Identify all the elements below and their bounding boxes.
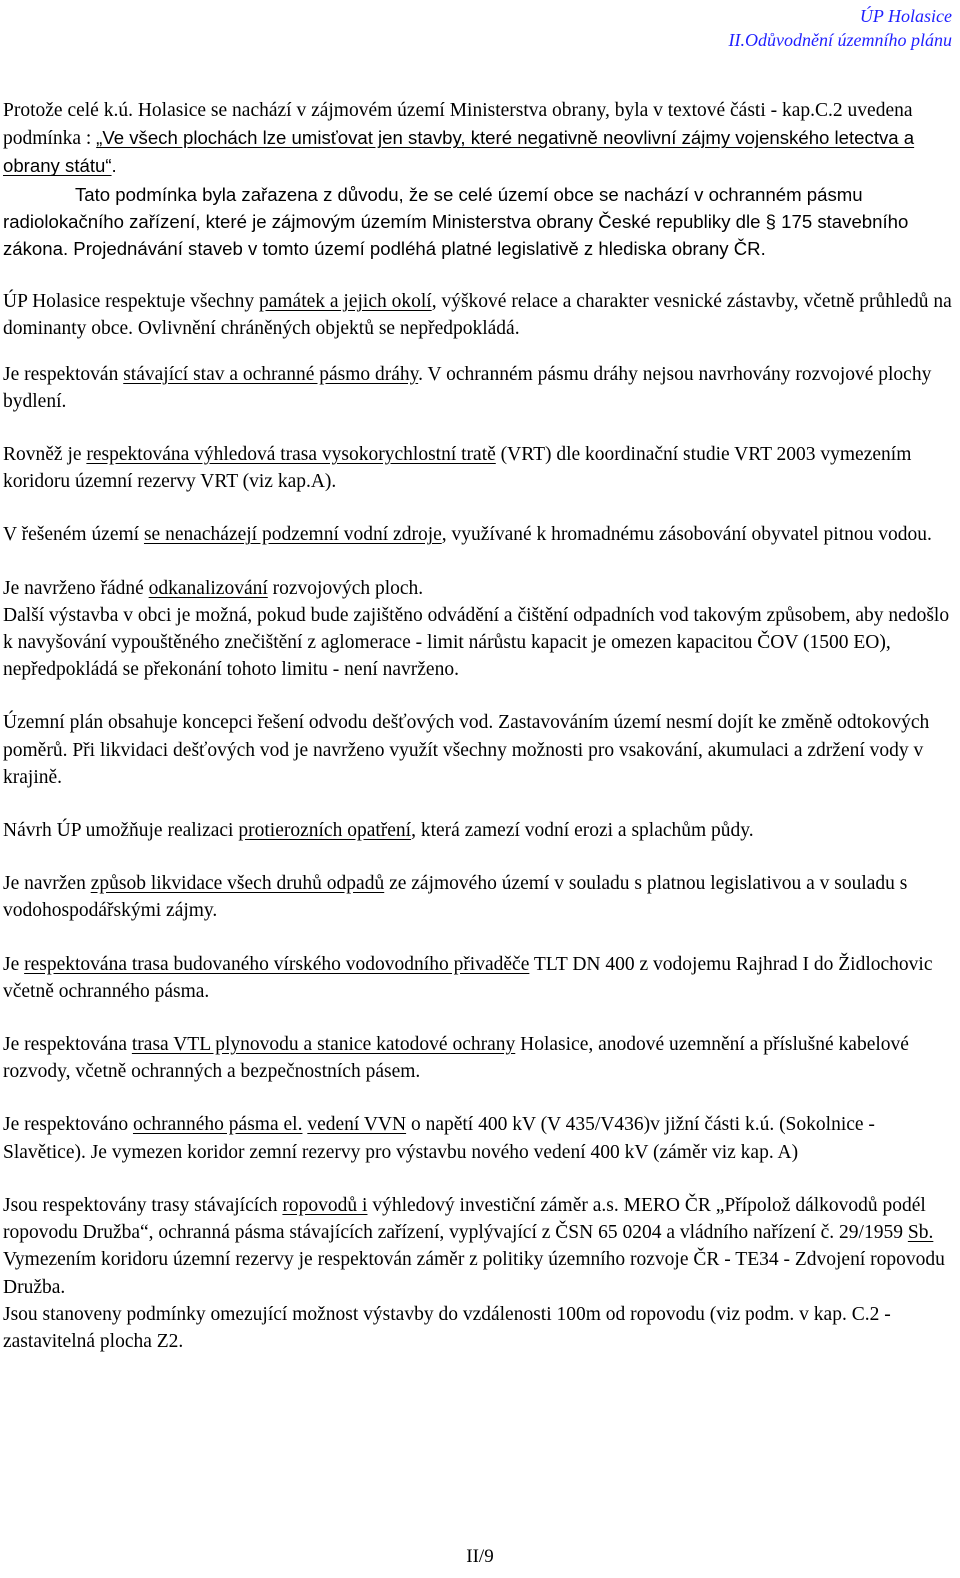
- underlined-term: Sb.: [907, 1222, 934, 1244]
- paragraph-military-zone: [3, 97, 955, 181]
- text-segment: (VRT) dle koordinační studie VRT 2003 vymezením koridoru územní rezervy VRT (viz kap.A).: [3, 444, 912, 493]
- header-title: ÚP Holasice: [859, 6, 952, 26]
- paragraph-radar-zone: [3, 181, 955, 263]
- paragraph-oil-pipeline-conditions: Jsou stanoveny podmínky omezující možnost výstavby do vzdálenosti 100m od ropovodu (viz podm. v kap. C.2 - zastavitelná plocha Z2.: [3, 1303, 891, 1352]
- military-condition-quote: „Ve všech plochách lze umisťovat jen stavby, které negativně neovlivní zájmy vojenského letectva a obrany státu“: [3, 127, 915, 177]
- document-body: [3, 97, 955, 1355]
- text-segment: TLT DN 400 z vodojemu Rajhrad I do Židlochovic včetně ochranného pásma.: [3, 953, 933, 1002]
- text-segment: Je: [3, 953, 25, 975]
- paragraph-oil-pipeline: [3, 1192, 955, 1301]
- text-segment: Je navrženo řádné: [3, 577, 149, 599]
- page-header: [729, 4, 952, 52]
- text-segment: Je navržen: [3, 873, 91, 895]
- paragraph-monuments: [3, 288, 955, 342]
- text-segment: ÚP Holasice respektuje všechny: [3, 291, 259, 313]
- paragraph-rainwater: Územní plán obsahuje koncepci řešení odvodu dešťových vod. Zastavováním území nesmí dojít ke změně odtokových poměrů. Při likvidaci dešťových vod je navrženo využít všechny možnosti pro vsakování, akumulaci a zdržení vody v krajině.: [3, 712, 930, 788]
- text-segment: Rovněž je: [3, 444, 87, 466]
- text-segment: Je respektována: [3, 1034, 132, 1056]
- text-segment: ze zájmového území v souladu s platnou legislativou a v souladu s vodohospodářskými zájmy.: [3, 873, 908, 922]
- text-segment: , výškové relace a charakter vesnické zástavby, včetně průhledů na dominanty obce. Ovlivnění chráněných objektů se nepředpokládá.: [3, 291, 952, 340]
- text-segment: Holasice, anodové uzemnění a příslušné kabelové rozvody, včetně ochranných a bezpečnostních pásem.: [3, 1034, 909, 1083]
- text-segment: o napětí 400 kV (V 435/V436)v jižní části k.ú. (Sokolnice - Slavětice). Je vymezen koridor zemní rezervy pro výstavbu nového vedení 400 kV (záměr viz kap. A): [3, 1114, 875, 1163]
- text-segment: , využívané k hromadnému zásobování obyvatel pitnou vodou.: [441, 524, 932, 546]
- underlined-term: památek a jejich okolí: [258, 291, 432, 313]
- text-segment: Návrh ÚP umožňuje realizaci: [3, 820, 239, 842]
- underlined-term: respektována výhledová trasa vysokorychlostní tratě: [86, 444, 496, 466]
- underlined-term: stávající stav a ochranné pásmo dráhy: [123, 363, 419, 385]
- header-subtitle: II.Odůvodnění územního plánu: [728, 30, 952, 50]
- text-segment: Protože celé k.ú. Holasice se nachází v zájmovém území Ministerstva obrany, byla v textové části - kap.C.2 uvedena podmínka :: [3, 100, 913, 150]
- paragraph-power-line: [3, 1111, 955, 1165]
- underlined-term: trasa VTL plynovodu a stanice katodové ochrany: [131, 1034, 516, 1056]
- paragraph-high-speed-rail: [3, 441, 955, 495]
- underlined-term: ochranného pásma el.: [132, 1114, 303, 1136]
- text-segment: Je respektován: [3, 363, 124, 385]
- text-segment: rozvojových ploch.: [267, 577, 424, 599]
- underlined-term: způsob likvidace všech druhů odpadů: [90, 873, 385, 895]
- underlined-term: odkanalizování: [148, 577, 268, 599]
- paragraph-waste: [3, 870, 955, 924]
- paragraph-gas-pipeline: [3, 1031, 955, 1085]
- text-segment: Jsou respektovány trasy stávajících: [3, 1194, 283, 1216]
- text-segment: , která zamezí vodní erozi a splachům půdy.: [411, 820, 754, 842]
- paragraph-sewerage: [3, 575, 955, 602]
- text-segment: . V ochranném pásmu dráhy nejsou navrhovány rozvojové plochy bydlení.: [3, 363, 932, 412]
- paragraph-railway: [3, 361, 955, 415]
- text-segment: .: [111, 155, 117, 177]
- text-segment: Je respektováno: [3, 1114, 133, 1136]
- paragraph-water-sources: [3, 521, 955, 548]
- paragraph-water-main: [3, 951, 955, 1005]
- paragraph-wastewater-limit: Další výstavba v obci je možná, pokud bude zajištěno odvádění a čištění odpadních vod takovým způsobem, aby nedošlo k navyšování vypouštěného znečištění z aglomerace - limit nárůstu kapacit je omezen kapacitou ČOV (1500 EO), nepředpokládá se překonání tohoto limitu - není navrženo.: [3, 604, 950, 681]
- text-segment: Projednávání staveb v tomto území podléhá platné legislativě z hlediska obrany ČR.: [68, 238, 766, 260]
- text-segment: V řešeném území: [3, 524, 144, 546]
- underlined-term: se nenacházejí podzemní vodní zdroje: [143, 524, 442, 546]
- underlined-term: vedení VVN: [307, 1114, 407, 1136]
- text-segment: Tato podmínka byla zařazena z důvodu, že se celé území obce se nachází v ochranném pásmu radiolokačního zařízení, které je zájmovým územím Ministerstva obrany České republiky dle § 175 stavebního zákona.: [3, 183, 909, 260]
- underlined-term: respektována trasa budovaného vírského vodovodního přivaděče: [24, 953, 530, 975]
- underlined-term: protierozních opatření: [238, 820, 412, 842]
- underlined-term: ropovodů i: [282, 1194, 368, 1216]
- text-segment: výhledový investiční záměr a.s. MERO ČR „Přípolož dálkovodů podél ropovodu Družba“, ochranná pásma stávajících zařízení, vyplývající z ČSN 65 0204 a vládního nařízení č. 29/1959: [3, 1194, 926, 1244]
- text-segment: Vymezením koridoru územní rezervy je respektován záměr z politiky územního rozvoje ČR - TE34 - Zdvojení ropovodu Družba.: [3, 1249, 945, 1298]
- paragraph-erosion: [3, 817, 955, 844]
- page-number: II/9: [466, 1546, 494, 1567]
